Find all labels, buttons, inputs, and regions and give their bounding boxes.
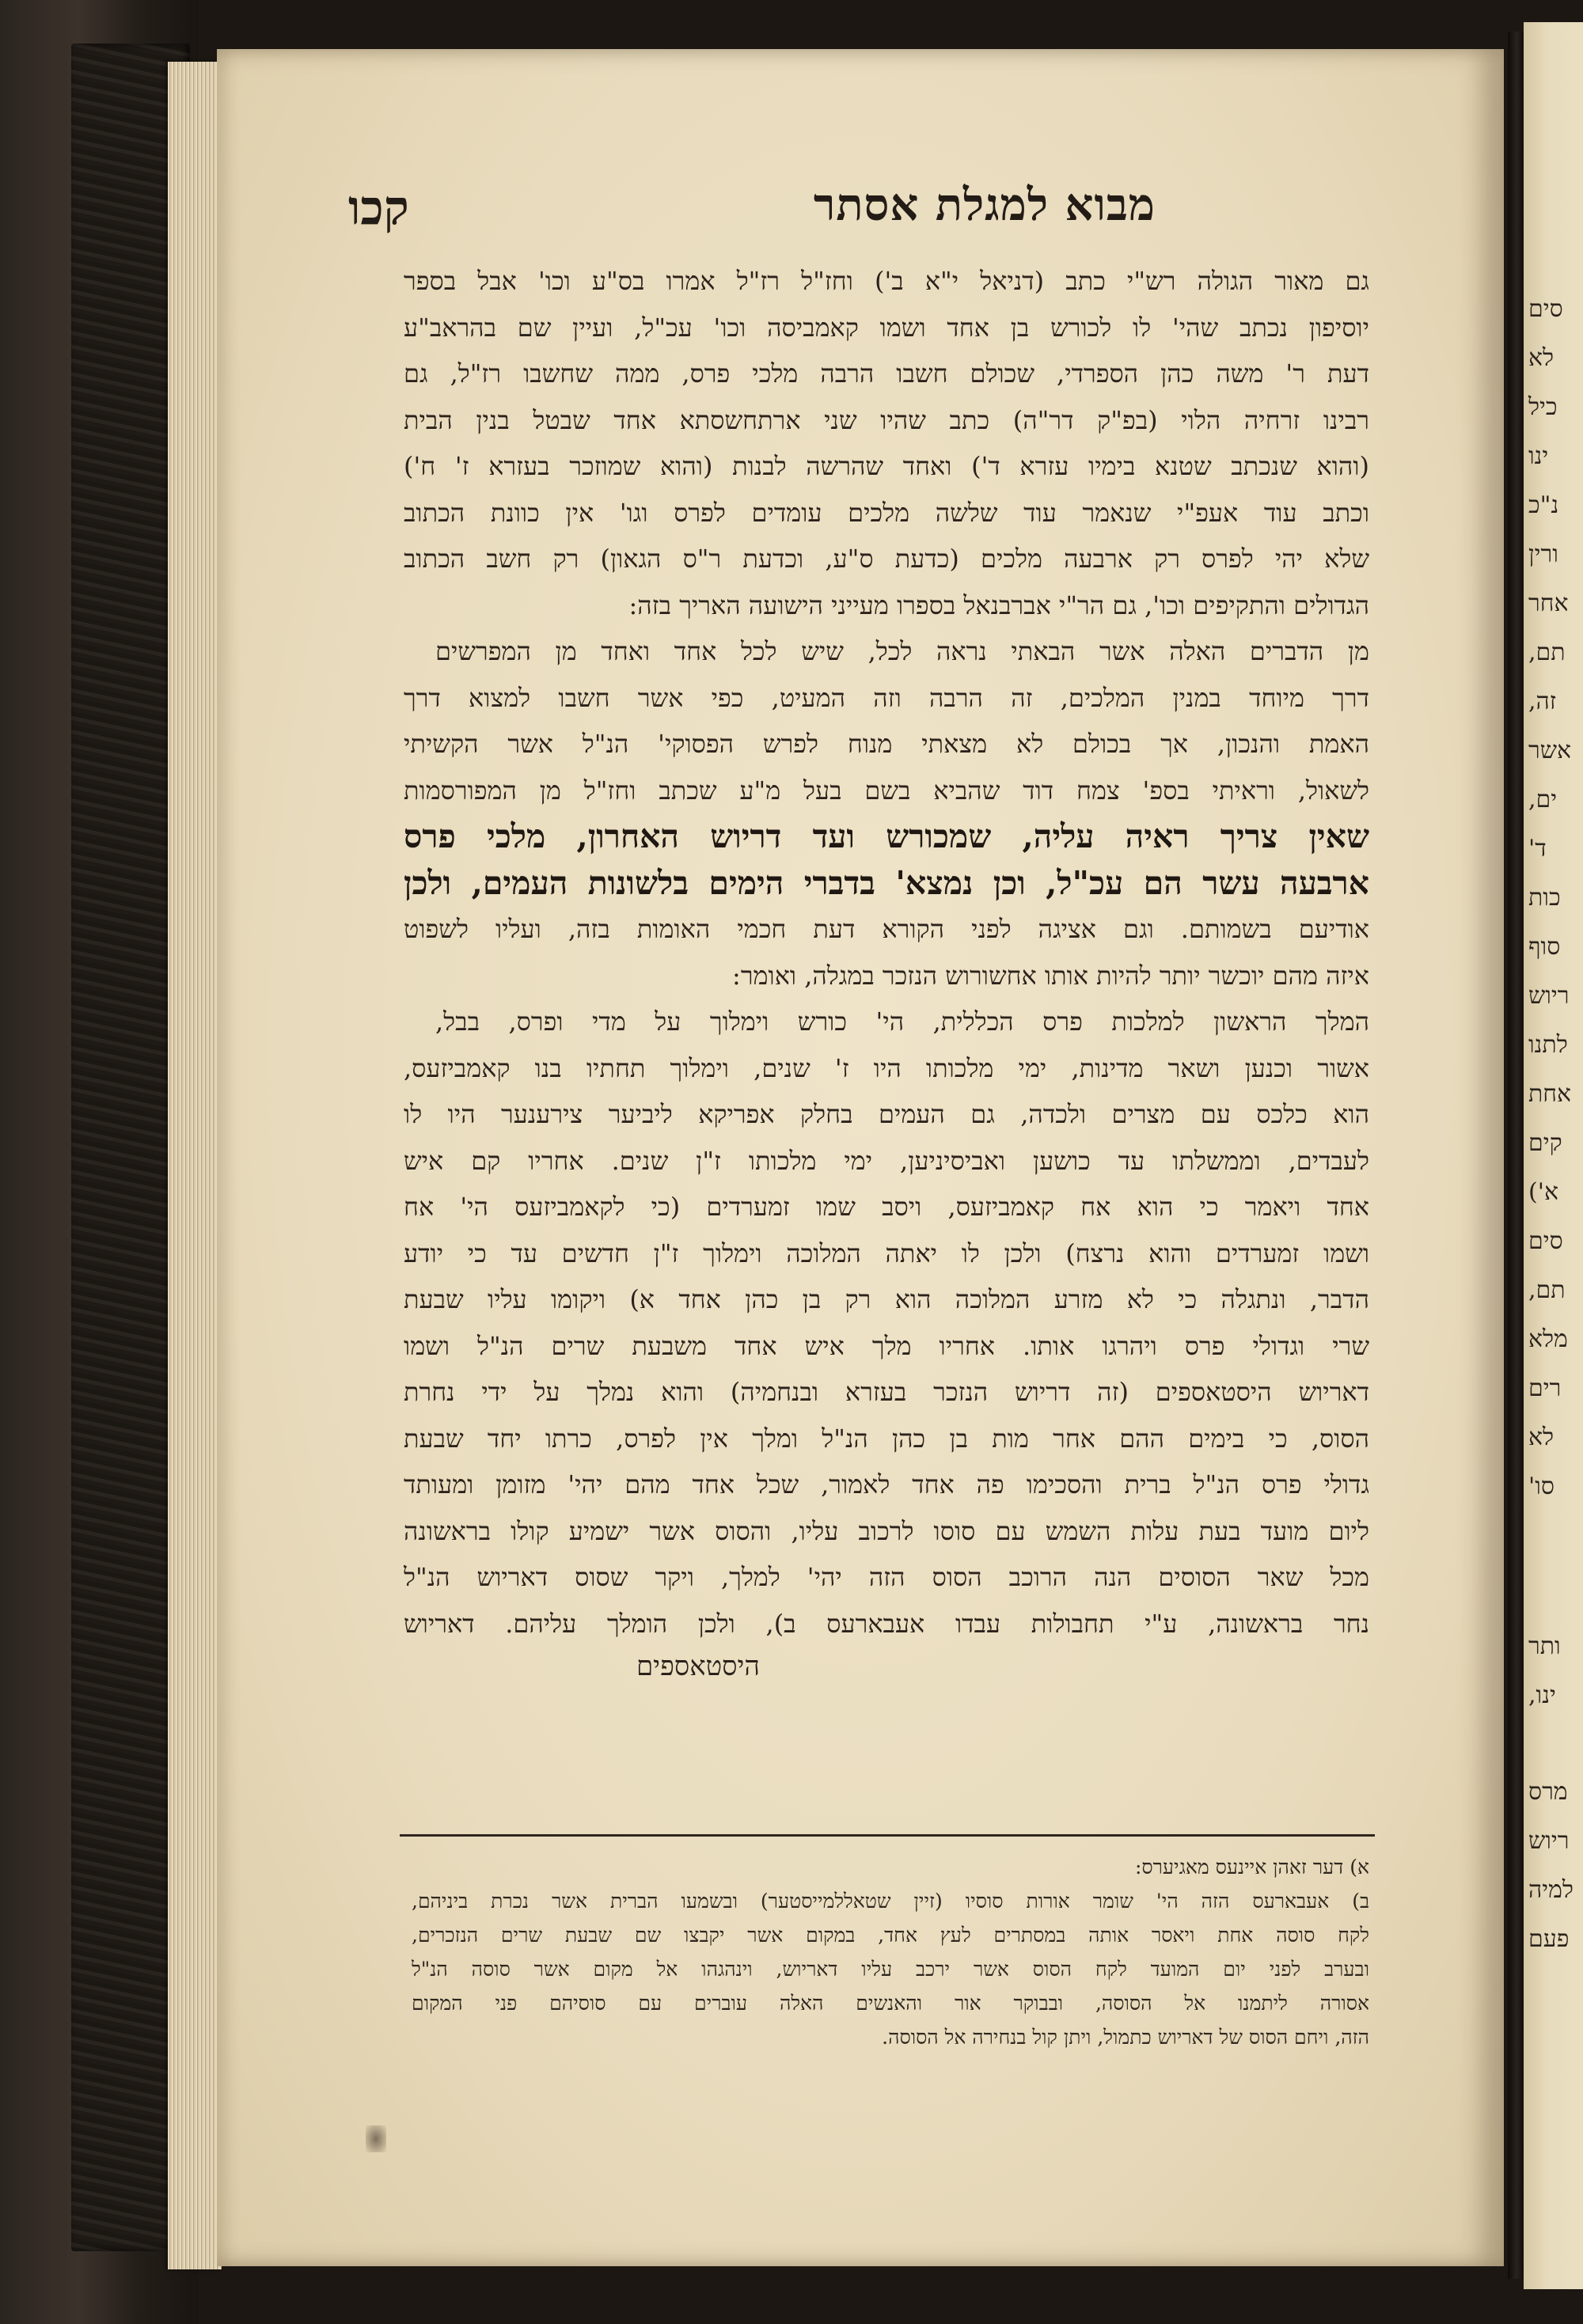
facing-page-text: ורין xyxy=(1528,540,1558,568)
facing-page-text: סוף xyxy=(1528,933,1561,961)
main-text xyxy=(404,261,1369,1844)
text-line: ארבעה עשר הם עכ"ל, וכן נמצא' בדברי הימים בלשונות העמים, ולכן xyxy=(404,863,1369,902)
facing-page-text: לא xyxy=(1528,1424,1555,1451)
facing-page-text: א') xyxy=(1528,1178,1558,1206)
page-edges xyxy=(168,62,222,2269)
text-line: הסוס, כי בימים ההם אחר מות בן כהן הנ"ל ומלך אין לפרס, כרתו יחד שבעת xyxy=(404,1423,1369,1454)
text-line: הגדולים והתקיפים וכו', גם הר"י אברבנאל בספרו מעייני הישועה האריך בזה: xyxy=(628,590,1369,620)
facing-page-text: כיל xyxy=(1528,393,1558,421)
facing-page-text: אחר xyxy=(1528,590,1569,617)
book-gutter xyxy=(1508,32,1525,2279)
text-line: ליום מועד בעת עלות השמש עם סוסו לרכוב עליו, והסוס אשר ישמיע קולו בראשונה xyxy=(404,1515,1369,1546)
page-title: מבוא למגלת אסתר xyxy=(813,179,1156,231)
text-line: הוא כלכס עם מצרים ולכדה, גם העמים בחלק אפריקא ליביער צירענער היו לו xyxy=(404,1099,1369,1129)
text-line: מכל שאר הסוסים הנה הרוכב הסוס הזה יהי' למלך, ויקר שסוס דאריוש הנ"ל xyxy=(404,1562,1369,1592)
text-line: גם מאור הגולה רש"י כתב (דניאל י"א ב') וחז"ל רז"ל אמרו בס"ע וכו' אבל בספר xyxy=(404,266,1369,296)
text-line: וכתב עוד אעפ"י שנאמר עוד שלשה מלכים עומדים לפרס וגו' אין כוונת הכתוב xyxy=(404,497,1369,528)
footnote-rule xyxy=(400,1834,1375,1837)
footnote-line: הזה, ויחם הסוס של דאריוש כתמול, ויתן קול בנחירה אל הסוסה. xyxy=(882,2026,1369,2049)
footnote-line: לקח סוסה אחת ויאסר אותה במסתרים לעץ אחד, במקום אשר יקבצו שם שבעת שרים הנזכרים, xyxy=(412,1924,1369,1947)
text-line: איזה מהם יוכשר יותר להיות אותו אחשורוש הנזכר במגלה, ואומר: xyxy=(732,960,1369,991)
catchword: היסטאספים xyxy=(636,1651,760,1682)
text-line: שלא יהי לפרס רק ארבעה מלכים (כדעת ס"ע, וכדעת ר"ס הגאון) רק חשב הכתוב xyxy=(404,544,1369,574)
text-line: הדבר, ונתגלה כי לא מזרע המלוכה הוא רק בן כהן אחד א) ויקומו עליו שבעת xyxy=(404,1284,1369,1314)
facing-page-text: לתנו xyxy=(1528,1031,1568,1059)
facing-page-text: מלא xyxy=(1528,1325,1568,1353)
text-line: שאין צריך ראיה עליה, שמכורש ועד דריוש האחרון, מלכי פרס xyxy=(404,817,1369,855)
facing-page-text: ים, xyxy=(1528,786,1558,813)
text-line: לעבדים, וממשלתו עד כושען ואביסיניען, ימי מלכותו ז"ן שנים. אחריו קם איש xyxy=(404,1145,1369,1176)
text-line: ושמו זמערדים והוא נרצח) ולכן לו יאתה המלוכה וימלוך ז"ן חדשים עד כי יודע xyxy=(404,1238,1369,1268)
facing-page-text: סים xyxy=(1528,295,1563,323)
text-line: מן הדברים האלה אשר הבאתי נראה לכל, שיש לכל אחד ואחד מן המפרשים xyxy=(435,636,1369,666)
text-line: שרי וגדולי פרס ויהרגו אותו. אחריו מלך איש אחד משבעת שרים הנ"ל ושמו xyxy=(404,1330,1369,1361)
facing-page-text: תם, xyxy=(1528,639,1566,666)
facing-page-text: ריוש xyxy=(1528,982,1570,1010)
text-line: האמת והנכון, אך בכולם לא מצאתי מנוח לפרש הפסוקי' הנ"ל אשר הקשיתי xyxy=(404,729,1369,759)
text-line: גדולי פרס הנ"ל ברית והסכימו פה אחד לאמור, שכל אחד מהם יהי' מזומן ומעותד xyxy=(404,1469,1369,1499)
footnote-line: ב) אעבארעס הזה הי' שומר אורות סוסיו (זיין שטאללמייסטער) ובשמעו הברית אשר נכרת ביניהם, xyxy=(412,1890,1369,1913)
facing-page-text: ותר xyxy=(1528,1632,1561,1660)
facing-page-text: כות xyxy=(1528,884,1561,912)
text-line: דעת ר' משה כהן הספרדי, שכולם חשבו הרבה מלכי פרס, ממה שחשבו רז"ל, גם xyxy=(404,358,1369,389)
facing-page-text: זה, xyxy=(1528,688,1557,715)
paper-stain xyxy=(366,2125,386,2152)
text-line: (והוא שנכתב שטנא בימיו עזרא ד') ואחד שהרשה לבנות (והוא שמוזכר בעזרא ז' ח') xyxy=(404,451,1369,481)
facing-page-text: ינו xyxy=(1528,442,1549,470)
facing-page-text: רים xyxy=(1528,1374,1562,1402)
text-line: לשאול, וראיתי בספ' צמח דוד שהביא בשם בעל מ"ע שכתב וחז"ל מן המפורסמות xyxy=(404,775,1369,806)
text-line: אחד ויאמר כי הוא אח קאמביזעס, ויסב שמו זמערדים (כי לקאמביזעס הי' אח xyxy=(404,1192,1369,1222)
facing-page-text: קים xyxy=(1528,1129,1562,1157)
facing-page-fragment xyxy=(1524,22,1583,2289)
text-line: נחר בראשונה, ע"י תחבולות עבדו אעבארעס ב), ולכן הומלך עליהם. דאריוש xyxy=(404,1608,1369,1639)
text-line: יוסיפון נכתב שהי' לו לכורש בן אחד ושמו קאמביסה וכו' עכ"ל, ועיין שם בהראב"ע xyxy=(404,312,1369,343)
facing-page-text: סים xyxy=(1528,1227,1563,1255)
facing-page-text: ינו, xyxy=(1528,1681,1556,1709)
facing-page-text: ריוש xyxy=(1528,1827,1570,1855)
facing-page-text: סו' xyxy=(1528,1473,1555,1500)
text-line: רבינו זרחיה הלוי (בפ"ק דר"ה) כתב שהיו שני ארתחשסתא אחד שבטל בנין הבית xyxy=(404,404,1369,435)
facing-page-text: פעם xyxy=(1528,1925,1570,1953)
text-line: המלך הראשון למלכות פרס הכללית, הי' כורש וימלוך על מדי ופרס, בבל, xyxy=(435,1007,1369,1037)
facing-page-text: נ"כ xyxy=(1528,491,1559,519)
text-line: דאריוש היסטאספים (זה דריוש הנזכר בעזרא ובנחמיה) והוא נמלך על ידי נחרת xyxy=(404,1377,1369,1407)
page-number: קכו xyxy=(348,180,409,236)
facing-page-text: אשר xyxy=(1528,737,1571,764)
facing-page-text: מרס xyxy=(1528,1778,1568,1806)
text-line: דרך מיוחד במנין המלכים, זה הרבה וזה המעיט, כפי אשר חשבו למצוא דרך xyxy=(404,682,1369,713)
footnote-line: ובערב לפני יום המועד לקח הסוס אשר ירכב עליו דאריוש, וינהגהו אל מקום אשר סוסה הנ"ל xyxy=(412,1958,1369,1981)
footnote-line: אסורה ליתמנו אל הסוסה, ובבוקר אור והאנשים האלה עוברים עם סוסיהם פני המקום xyxy=(412,1992,1369,2015)
facing-page-text: לא xyxy=(1528,344,1555,372)
running-head xyxy=(348,174,1369,245)
text-line: אשור וכנען ושאר מדינות, ימי מלכותו היו ז' שנים, וימלוך תחתיו בנו קאמביזעס, xyxy=(404,1052,1369,1083)
footnote-line: א) דער זאהן איינעס מאגיערס: xyxy=(1134,1856,1369,1879)
facing-page-text: אחת xyxy=(1528,1080,1572,1108)
facing-page-text: למיה xyxy=(1528,1876,1574,1904)
facing-page-text: תם, xyxy=(1528,1276,1566,1304)
text-line: אודיעם בשמותם. וגם אציגה לפני הקורא דעת חכמי האומות בזה, ועליו לשפוט xyxy=(404,914,1369,944)
facing-page-text: ד' xyxy=(1528,835,1547,862)
